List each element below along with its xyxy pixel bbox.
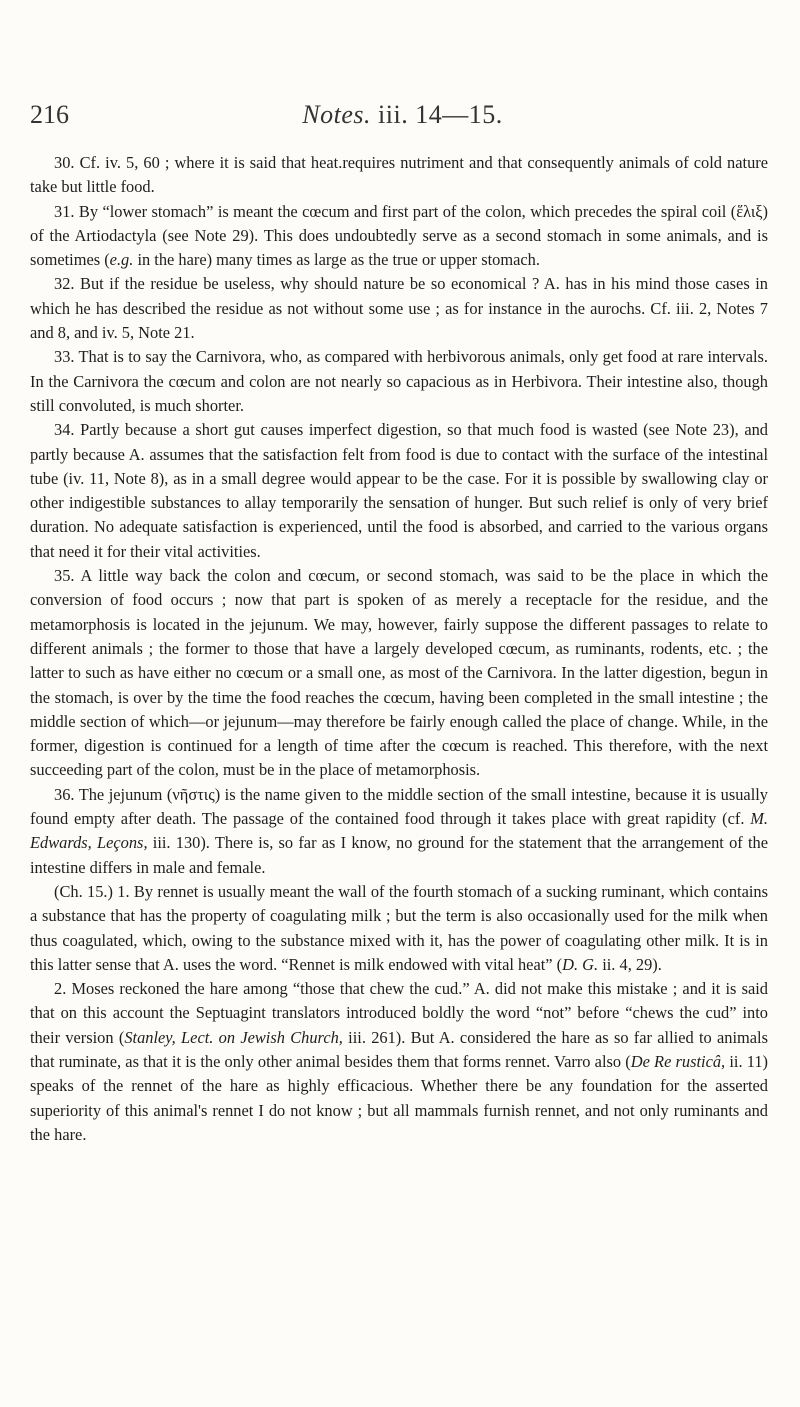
note-paragraph xyxy=(30,564,768,783)
running-title xyxy=(30,100,775,130)
note-text: 31. By “lower stomach” is meant the cœcum and first part of the colon, which precedes the spiral coil (ἕλιξ) of the Artiodactyla (see Note 29). This does undoubtedly serve as a second stomach in some animals, and is sometimes ( xyxy=(30,201,768,270)
note-paragraph xyxy=(30,783,768,880)
note-text: 2. Moses reckoned the hare among “those that chew the cud.” A. did not make this mistake ; and it is said that on this account the Septuagint translators introduced boldly the word “not” before “chews the cud” into their version ( xyxy=(30,979,768,1047)
italic-reference: M. Edwards, Leçons, xyxy=(30,809,768,853)
italic-reference: Stanley, Lect. on Jewish Church, xyxy=(124,1027,343,1047)
note-text: 36. The jejunum (νῆστις) is the name given to the middle section of the small intestine, because it is usually found empty after death. The passage of the contained food through it takes place with great rapidity (cf. xyxy=(30,784,768,829)
note-paragraph xyxy=(30,418,768,564)
page-number: 216 xyxy=(30,100,69,129)
italic-reference: De Re rusticâ, xyxy=(630,1051,726,1071)
note-text: Cf. iv. 5, 60 ; where it is said that heat.requires nutriment and that consequently animals of cold nature take but little food. xyxy=(30,153,768,197)
note-text: ii. 11) speaks of the rennet of the hare as highly efficacious. Whether there be any foundation for the asserted superiority of this animal's rennet I do not know ; but all mammals furnish rennet, and not only ruminants and the hare. xyxy=(30,1051,768,1144)
page-header xyxy=(30,100,775,136)
note-text: in the hare) many times as large as the true or upper stomach. xyxy=(133,250,540,270)
note-paragraph xyxy=(30,345,768,418)
note-paragraph xyxy=(30,880,768,977)
running-title-reference: iii. 14—15. xyxy=(378,100,503,129)
note-text: 33. That is to say the Carnivora, who, as compared with herbivorous animals, only get food at rare intervals. In the Carnivora the cœcum and colon are not nearly so capacious as in Herbivora. Their intestine also, though still convoluted, is much shorter. xyxy=(30,347,768,415)
note-text: 32. But if the residue be useless, why should nature be so economical ? A. has in his mind those cases in which he has described the residue as not without some use ; as for instance in the aurochs. Cf. iii. 2, Notes 7 and 8, and iv. 5, Note 21. xyxy=(30,274,768,343)
note-text: 34. Partly because a short gut causes imperfect digestion, so that much food is wasted (see Note 23), and partly because A. assumes that the satisfaction felt from food is due to contact with the surface of the intestinal tube (iv. 11, Note 8), as in a small degree would appear to be the case. For it is possible by swallowing clay or other indigestible substances to allay temporarily the sensation of hunger. But such relief is only of very brief duration. No adequate satisfaction is experienced, until the food is absorbed, and carried to the various organs that need it for their vital activities. xyxy=(30,420,768,561)
running-title-italic: Notes. xyxy=(302,100,372,129)
note-text: 35. A little way back the colon and cœcum, or second stomach, was said to be the place in which the conversion of food occurs ; now that part is spoken of as merely a receptacle for the residue, and the metamorphosis is located in the jejunum. We may, however, fairly suppose the different passages to relate to different animals ; the former to those that have a largely developed cœcum, as ruminants, rodents, etc. ; the latter to such as have either no cœcum or a small one, as most of the Carnivora. In the latter digestion, begun in the stomach, is over by the time the food reaches the cœcum, having been completed in the small intestine ; the middle section of which—or jejunum—may therefore be fairly enough called the place of change. While, in the former, digestion is continued for a length of time after the cœcum is reached. This therefore, with the next succeeding part of the colon, must be in the place of metamorphosis. xyxy=(30,566,768,780)
notes-body xyxy=(30,151,768,1147)
note-text: (Ch. 15.) 1. By rennet is usually meant the wall of the fourth stomach of a sucking ruminant, which contains a substance that has the property of coagulating milk ; but the term is also occasionally used for the milk when thus coagulated, which, owing to the substance mixed with it, has the power of coagulating other milk. It is in this latter sense that A. uses the word. “Rennet is milk endowed with vital heat” ( xyxy=(30,881,768,974)
note-text: ii. 4, 29). xyxy=(598,954,662,974)
italic-reference: e.g. xyxy=(109,250,134,270)
note-paragraph xyxy=(30,272,768,345)
note-text: iii. 130). There is, so far as I know, no ground for the statement that the arrangement of the intestine differs in male and female. xyxy=(30,833,768,877)
note-paragraph xyxy=(30,977,768,1147)
note-text: iii. 261). But A. considered the hare as so far allied to animals that ruminate, as that it is the only other animal besides them that forms rennet. Varro also ( xyxy=(30,1027,768,1071)
italic-reference: D. G. xyxy=(562,954,599,974)
note-paragraph xyxy=(30,200,768,273)
note-text: 30. xyxy=(54,153,80,172)
note-paragraph xyxy=(30,151,768,200)
